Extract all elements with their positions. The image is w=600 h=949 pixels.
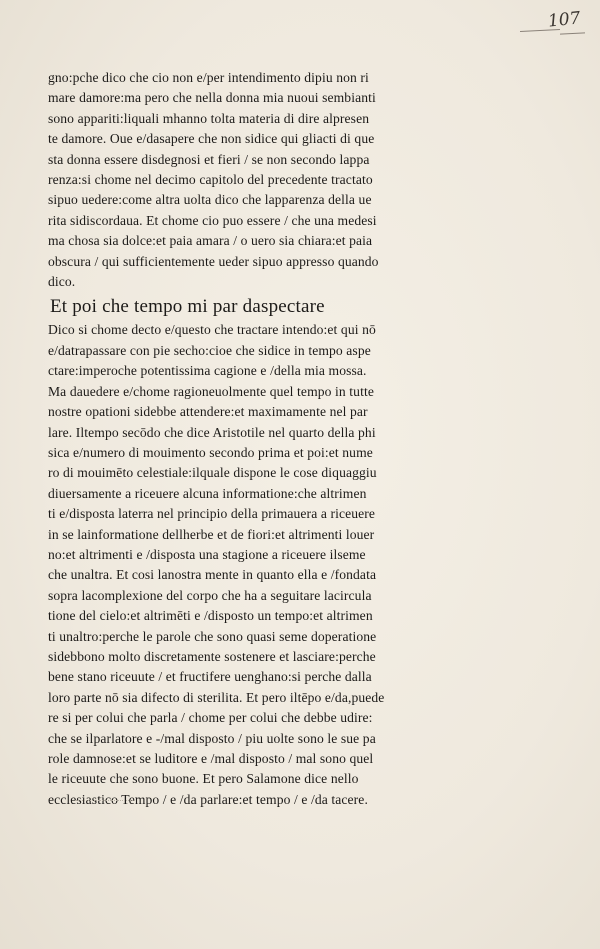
text-line: te damore. Oue e/dasapere che non sidice qui gliacti di que	[48, 131, 375, 147]
text-line: ctare:imperoche potentissima cagione e /della mia mossa.	[48, 363, 367, 379]
text-line: lare. Iltempo secōdo che dice Aristotile nel quarto della phi	[48, 424, 376, 440]
text-line: no:et altrimenti e /disposta una stagione a riceuere ilseme	[48, 546, 366, 562]
text-line: re si per colui che parla / chome per colui che debbe udire:	[48, 710, 373, 726]
text-line: rita sidiscordaua. Et chome cio puo essere / che una medesi	[48, 212, 377, 228]
text-line: ro di mouimēto celestiale:ilquale dispone le cose diquaggiu	[48, 465, 377, 481]
folio-number: 107	[547, 8, 582, 32]
text-line: ma chosa sia dolce:et paia amara / o uero sia chiara:et paia	[48, 233, 373, 249]
text-line: che se ilparlatore e -/mal disposto / piu uolte sono le sue pa	[48, 730, 376, 746]
text-line: sipuo uedere:come altra uolta dico che lapparenza della ue	[48, 192, 372, 208]
text-line: sono appariti:liquali mhanno tolta materia di dire alpresen	[48, 110, 370, 126]
text-line: dico.	[48, 274, 76, 290]
text-line: bene stano riceuute / et fructifere uenghano:si perche dalla	[48, 669, 372, 685]
text-line: mare damore:ma pero che nella donna mia nuoui sembianti	[48, 90, 376, 106]
text-line: che unaltra. Et cosi lanostra mente in quanto ella e /fondata	[48, 567, 377, 583]
text-line: Ma dauedere e/chome ragioneuolmente quel tempo in tutte	[48, 383, 374, 399]
text-line: obscura / qui sufficientemente ueder sipuo appresso quando	[48, 253, 379, 269]
text-line: Dico si chome decto e/questo che tractare intendo:et qui nō	[48, 322, 376, 338]
text-line: sica e/numero di mouimento secondo prima et poi:et nume	[48, 444, 373, 460]
paragraph-1	[48, 68, 478, 292]
text-line: ti unaltro:perche le parole che sono quasi seme doperatione	[48, 628, 377, 644]
text-line: sidebbono molto discretamente sostenere et lasciare:perche	[48, 648, 376, 664]
section-heading: Et poi che tempo mi par daspectare	[50, 296, 325, 318]
text-line: ti e/disposta laterra nel principio della primauera a riceuere	[48, 506, 376, 522]
text-line: diuersamente a riceuere alcuna informatione:che altrimen	[48, 485, 367, 501]
text-line: e/datrapassare con pie secho:cioe che sidice in tempo aspe	[48, 342, 371, 358]
folio-rule	[560, 32, 585, 34]
text-line: le riceuute che sono buone. Et pero Salamone dice nello	[48, 771, 359, 787]
text-line: gno:pche dico che cio non e/per intendimento dipiu non ri	[48, 70, 369, 85]
text-line: role damnose:et se luditore e /mal disposto / mal sono quel	[48, 751, 374, 766]
text-line: tione del cielo:et altrimēti e /disposto un tempo:et altrimen	[48, 608, 373, 624]
text-line: sopra lacomplexione del corpo che ha a seguitare lacircula	[48, 587, 372, 603]
paragraph-2	[48, 320, 478, 810]
text-line: ecclesiastico Tempo / e /da parlare:et tempo / e /da tacere.	[48, 791, 368, 807]
text-line: renza:si chome nel decimo capitolo del precedente tractato	[48, 172, 373, 188]
text-line: in se lainformatione dellherbe et de fiori:et altrimenti louer	[48, 526, 375, 542]
text-line: loro parte nō sia difecto di sterilita. Et pero iltēpo e/da,puede	[48, 689, 385, 705]
decorative-dotted-rule	[75, 800, 135, 802]
text-line: nostre opationi sidebbe attendere:et maximamente nel par	[48, 404, 368, 420]
text-block	[48, 68, 478, 810]
text-line: sta donna essere disdegnosi et fieri / se non secondo lappa	[48, 151, 370, 167]
